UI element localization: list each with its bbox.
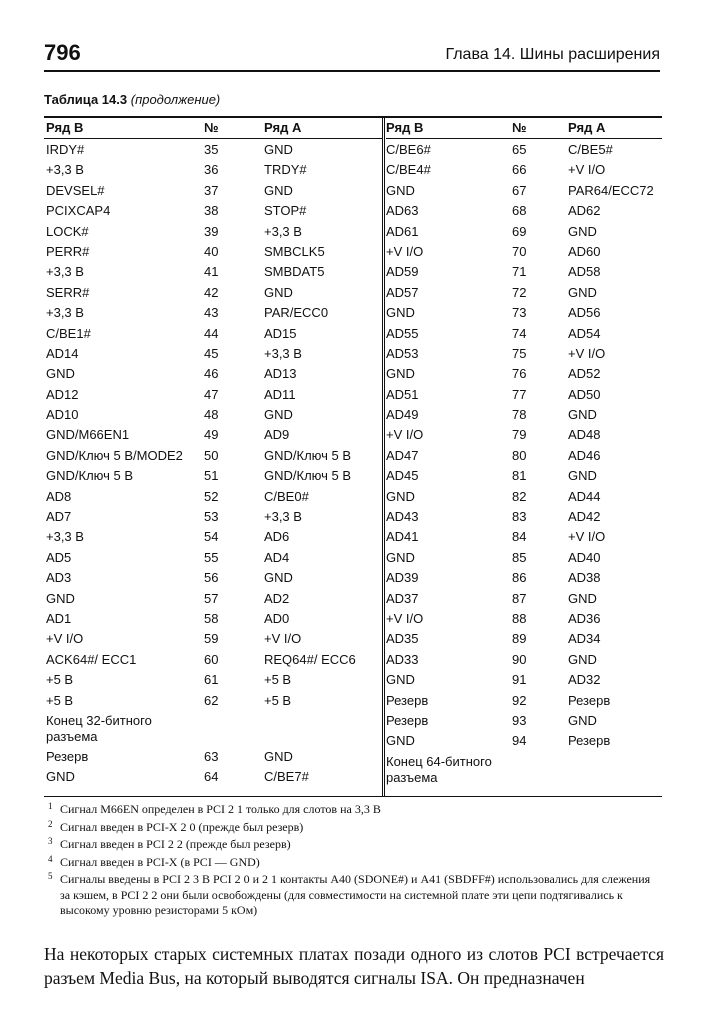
table-cell: GND: [568, 468, 597, 484]
table-row: [386, 609, 662, 629]
table-cell: 57: [204, 590, 219, 606]
table-cell: AD40: [568, 549, 601, 565]
table-cell: GND: [264, 570, 293, 586]
table-cell: C/BE1#: [46, 325, 91, 341]
table-row: [44, 201, 382, 221]
table-cell: Резерв: [568, 692, 611, 708]
footnote: [48, 837, 660, 853]
table-cell: 94: [512, 733, 527, 749]
table-cell: GND/M66EN1: [46, 427, 130, 443]
table-cell: 68: [512, 203, 527, 219]
table-cell: AD32: [568, 672, 601, 688]
table-cell: GND: [386, 488, 415, 504]
table-row: [44, 691, 382, 711]
table-row: [386, 344, 662, 364]
table-row: [386, 711, 662, 731]
footnote-mark: 1: [48, 801, 53, 811]
table-cell: 70: [512, 243, 527, 259]
table-row: [44, 364, 382, 384]
table-cell: +V I/O: [386, 243, 424, 259]
table-cell: IRDY#: [46, 142, 85, 157]
table-cell: GND: [264, 748, 293, 764]
table-row: [44, 140, 382, 160]
table-row: [44, 222, 382, 242]
footnote-mark: 3: [48, 836, 53, 846]
table-cell: 42: [204, 284, 219, 300]
footnote-mark: 4: [48, 853, 53, 864]
table-row: [44, 747, 382, 767]
table-caption-note: (продолжение): [130, 92, 221, 107]
table-cell: AD3: [46, 570, 72, 586]
table-cell: 43: [204, 305, 219, 321]
table-cell: 41: [204, 264, 219, 280]
footnote-mark: 2: [48, 818, 53, 829]
table-cell: AD44: [568, 488, 601, 504]
table-cell: 82: [512, 488, 527, 504]
table-cell: Конец 64-битного разъема: [386, 753, 492, 785]
table-row: [44, 568, 382, 588]
table-row: [386, 364, 662, 384]
footnote-text: Сигнал введен в PCI 2 2 (прежде был резерв): [60, 837, 291, 851]
footnote: [48, 872, 660, 919]
table-cell: GND: [46, 769, 75, 785]
table-left-rows: [44, 140, 382, 788]
table-cell: AD35: [386, 631, 419, 647]
footnote-text: Сигнал введен в PCI-X 2 0 (прежде был резерв): [60, 819, 304, 834]
table-cell: 40: [204, 243, 219, 259]
table-caption-label: Таблица 14.3: [44, 92, 128, 107]
table-row: [44, 487, 382, 507]
table-row: [44, 262, 382, 282]
table-cell: 53: [204, 509, 219, 525]
table-cell: 89: [512, 631, 527, 647]
table-cell: 66: [512, 162, 527, 178]
table-cell: +3,3 В: [46, 162, 84, 178]
table-cell: AD8: [46, 488, 72, 504]
table-row: [386, 140, 662, 160]
table-cell: 46: [204, 366, 219, 382]
table-cell: 38: [204, 203, 219, 219]
footnote-text: Сигнал введен в PCI-X (в PCI — GND): [60, 854, 260, 869]
table-cell: ACK64#/ ECC1: [46, 651, 137, 667]
table-cell: REQ64#/ ECC6: [264, 651, 356, 667]
table-row: [386, 670, 662, 690]
table-cell: 71: [512, 264, 527, 280]
table-cell: GND: [386, 733, 415, 749]
table-cell: AD9: [264, 427, 290, 443]
table-cell: AD46: [568, 447, 601, 463]
table-row: [386, 201, 662, 221]
table-row: [386, 222, 662, 242]
table-row: [44, 181, 382, 201]
table-cell: AD37: [386, 590, 419, 606]
table-cell: AD59: [386, 264, 419, 280]
footnotes: [48, 802, 660, 921]
table-left-half: [44, 118, 382, 796]
footnote-text: Сигналы введены в PCI 2 3 В PCI 2 0 и 2 1 контакты A40 (SDONE#) и A41 (SBDFF#) использовались для слежения за кэшем, в PCI 2 2 они были освобождены (для совместимости на системной плате эти цепи подтягивались к высокому уровню резисторами 5 кОм): [60, 872, 651, 917]
table-cell: DEVSEL#: [46, 182, 105, 198]
table-cell: AD61: [386, 223, 419, 239]
page-number: 796: [44, 40, 81, 65]
table-cell: 64: [204, 769, 219, 785]
table-row: [44, 629, 382, 649]
table-row: [44, 609, 382, 629]
table-cell: 65: [512, 142, 527, 157]
table-cell: 91: [512, 672, 527, 688]
table-cell: 72: [512, 284, 527, 300]
table-row: [386, 731, 662, 751]
table-cell: 69: [512, 223, 527, 239]
table-cell: C/BE4#: [386, 162, 431, 178]
table-cell: 47: [204, 386, 219, 402]
table-cell: AD45: [386, 468, 419, 484]
column-header: Ряд B: [46, 120, 84, 135]
table-cell: 60: [204, 651, 219, 667]
table-cell: GND: [46, 366, 75, 382]
body-paragraph: На некоторых старых системных платах позади одного из слотов PCI встречается разъем Media Bus, на который выводятся сигналы ISA. Он предназначен: [44, 944, 664, 988]
table-cell: GND: [568, 284, 597, 300]
table-row: [386, 385, 662, 405]
table-row: [44, 303, 382, 323]
table-row: [386, 160, 662, 180]
table-cell: Резерв: [386, 692, 429, 708]
table-cell: 59: [204, 631, 219, 647]
table-cell: 73: [512, 305, 527, 321]
table-cell: +5 В: [46, 672, 74, 688]
table-cell: GND: [386, 366, 415, 382]
table-cell: PERR#: [46, 243, 90, 259]
table-row: [386, 262, 662, 282]
table-row: [44, 160, 382, 180]
table-cell: +V I/O: [386, 427, 424, 443]
table-cell: AD50: [568, 386, 601, 402]
table-cell: Резерв: [386, 712, 429, 728]
table-cell: AD42: [568, 509, 601, 525]
table-row: [386, 650, 662, 670]
table-cell: 45: [204, 345, 219, 361]
table-row: [44, 670, 382, 690]
table-cell: 79: [512, 427, 527, 443]
table-cell: AD55: [386, 325, 419, 341]
table-cell: AD36: [568, 610, 601, 626]
table-cell: GND: [568, 407, 597, 423]
table-cell: PAR/ECC0: [264, 305, 329, 321]
table-cell: AD60: [568, 243, 601, 259]
table-cell: +5 В: [264, 672, 292, 688]
table-cell: 86: [512, 570, 527, 586]
table-cell: 61: [204, 672, 219, 688]
table-cell: SMBDAT5: [264, 264, 325, 280]
table-row: [386, 487, 662, 507]
table-right-rows: [386, 140, 662, 788]
table-cell: 93: [512, 712, 527, 728]
table-right-half: [386, 118, 662, 796]
table-cell: AD11: [264, 386, 296, 402]
table-cell: AD39: [386, 570, 419, 586]
column-header: №: [204, 120, 219, 135]
table-row: [44, 589, 382, 609]
table-cell: C/BE5#: [568, 142, 613, 157]
table-cell: +V I/O: [46, 631, 84, 647]
table-row: [386, 283, 662, 303]
table-cell: AD2: [264, 590, 290, 606]
table-cell: AD33: [386, 651, 419, 667]
table-row: [386, 629, 662, 649]
table-cell: AD51: [386, 386, 419, 402]
column-header: Ряд B: [386, 120, 424, 135]
footnote: [48, 855, 660, 871]
table-cell: TRDY#: [264, 162, 307, 178]
table-cell: 81: [512, 468, 527, 484]
table-cell: 44: [204, 325, 219, 341]
table-cell: 55: [204, 549, 219, 565]
table-cell: GND: [568, 651, 597, 667]
table-cell: 50: [204, 447, 219, 463]
table-cell: 92: [512, 692, 527, 708]
table-cell: 39: [204, 223, 219, 239]
table-cell: AD1: [46, 610, 72, 626]
table-cell: GND: [264, 182, 293, 198]
column-header: Ряд A: [264, 120, 302, 135]
table-row: [386, 303, 662, 323]
table-cell: GND: [568, 712, 597, 728]
table-cell: AD6: [264, 529, 290, 545]
table-cell: GND: [264, 407, 293, 423]
table-cell: 48: [204, 407, 219, 423]
table-row: [386, 548, 662, 568]
table-header-row: [44, 118, 382, 139]
table-row: [44, 650, 382, 670]
table-cell: +3,3 В: [46, 264, 84, 280]
footnote-text: Сигнал M66EN определен в PCI 2 1 только для слотов на 3,3 В: [60, 802, 381, 816]
table-cell: +V I/O: [568, 529, 606, 545]
table-cell: 62: [204, 692, 219, 708]
table-cell: 76: [512, 366, 527, 382]
table-row: [386, 324, 662, 344]
table-cell: SMBCLK5: [264, 243, 325, 259]
table-cell: PCIXCAP4: [46, 203, 111, 219]
table-cell: AD52: [568, 366, 601, 382]
table-row: [386, 446, 662, 466]
table-row: [44, 548, 382, 568]
table-cell: +V I/O: [264, 631, 302, 647]
table-caption: [44, 92, 220, 107]
table-row: [44, 283, 382, 303]
table-cell: +5 В: [46, 692, 74, 708]
table-cell: AD53: [386, 345, 419, 361]
table-cell: 51: [204, 468, 219, 484]
table-row: [44, 385, 382, 405]
table-cell: AD56: [568, 305, 601, 321]
table-cell: 52: [204, 488, 219, 504]
table-cell: 58: [204, 610, 219, 626]
table-cell: GND: [264, 284, 293, 300]
table-cell: 37: [204, 182, 219, 198]
table-cell: AD12: [46, 386, 79, 402]
table-cell: AD47: [386, 447, 419, 463]
footnote: [48, 820, 660, 836]
table-row: [386, 466, 662, 486]
table-row: [44, 425, 382, 445]
table-row: [386, 405, 662, 425]
table-cell: +V I/O: [568, 345, 606, 361]
column-header: №: [512, 120, 527, 135]
table-cell: 78: [512, 407, 527, 423]
column-header: Ряд A: [568, 120, 606, 135]
table-row: [44, 466, 382, 486]
table-row: [44, 405, 382, 425]
table-cell: AD14: [46, 345, 79, 361]
table-row: [386, 752, 662, 788]
table-cell: GND/Ключ 5 В: [264, 447, 352, 463]
table-header-row: [386, 118, 662, 139]
table-cell: AD10: [46, 407, 79, 423]
table-cell: AD38: [568, 570, 601, 586]
table-cell: 75: [512, 345, 527, 361]
table-cell: GND/Ключ 5 В: [264, 468, 352, 484]
table-cell: C/BE0#: [264, 488, 309, 504]
table-cell: GND: [386, 672, 415, 688]
table-cell: 85: [512, 549, 527, 565]
table-cell: GND/Ключ 5 В/MODE2: [46, 447, 183, 463]
table-row: [44, 527, 382, 547]
table-cell: Резерв: [46, 748, 89, 764]
table-cell: GND: [264, 142, 293, 157]
table-cell: +V I/O: [386, 610, 424, 626]
table-row: [386, 181, 662, 201]
table-cell: GND: [568, 223, 597, 239]
table-cell: AD7: [46, 509, 72, 525]
table-cell: AD57: [386, 284, 419, 300]
table-row: [44, 324, 382, 344]
table-cell: 87: [512, 590, 527, 606]
table-cell: 90: [512, 651, 527, 667]
table-cell: 36: [204, 162, 219, 178]
table-cell: +3,3 В: [264, 223, 302, 239]
table-cell: LOCK#: [46, 223, 89, 239]
table-row: [386, 527, 662, 547]
table-row: [386, 242, 662, 262]
table-row: [386, 507, 662, 527]
table-cell: AD41: [386, 529, 419, 545]
table-cell: GND: [386, 549, 415, 565]
table-row: [44, 344, 382, 364]
table-row: [386, 691, 662, 711]
pinout-table: [44, 116, 662, 797]
table-cell: 83: [512, 509, 527, 525]
chapter-title: Глава 14. Шины расширения: [445, 46, 660, 63]
table-cell: AD43: [386, 509, 419, 525]
table-cell: AD49: [386, 407, 419, 423]
table-cell: AD13: [264, 366, 297, 382]
table-cell: C/BE7#: [264, 769, 309, 785]
table-row: [44, 507, 382, 527]
table-cell: GND: [386, 182, 415, 198]
table-cell: 77: [512, 386, 527, 402]
table-cell: +3,3 В: [46, 529, 84, 545]
table-divider: [382, 118, 385, 796]
table-cell: GND: [46, 590, 75, 606]
table-cell: AD5: [46, 549, 72, 565]
table-cell: 84: [512, 529, 527, 545]
table-cell: STOP#: [264, 203, 307, 219]
table-cell: 35: [204, 142, 219, 157]
table-cell: AD0: [264, 610, 290, 626]
page-header: [44, 40, 660, 72]
table-row: [386, 568, 662, 588]
table-row: [386, 425, 662, 445]
table-cell: AD34: [568, 631, 601, 647]
footnote-mark: 5: [48, 871, 53, 881]
table-cell: 67: [512, 182, 527, 198]
table-row: [44, 242, 382, 262]
table-cell: +V I/O: [568, 162, 606, 178]
table-cell: 74: [512, 325, 527, 341]
table-row: [44, 711, 382, 747]
table-cell: 80: [512, 447, 527, 463]
table-row: [386, 589, 662, 609]
table-cell: C/BE6#: [386, 142, 431, 157]
table-cell: AD54: [568, 325, 601, 341]
table-cell: AD15: [264, 325, 297, 341]
table-cell: GND/Ключ 5 В: [46, 468, 134, 484]
table-cell: 49: [204, 427, 219, 443]
table-cell: AD48: [568, 427, 601, 443]
table-cell: AD63: [386, 203, 419, 219]
table-cell: GND: [386, 305, 415, 321]
table-cell: AD62: [568, 203, 601, 219]
table-cell: GND: [568, 590, 597, 606]
table-row: [44, 446, 382, 466]
table-cell: Конец 32-битного разъема: [46, 712, 152, 744]
table-cell: +3,3 В: [264, 345, 302, 361]
table-cell: 63: [204, 748, 219, 764]
table-cell: 54: [204, 529, 219, 545]
table-cell: Резерв: [568, 733, 611, 749]
table-cell: 88: [512, 610, 527, 626]
table-cell: 56: [204, 570, 219, 586]
table-row: [44, 767, 382, 787]
table-cell: PAR64/ECC72: [568, 182, 654, 198]
table-cell: +5 В: [264, 692, 292, 708]
table-cell: SERR#: [46, 284, 90, 300]
table-cell: +3,3 В: [46, 305, 84, 321]
footnote: [48, 802, 660, 818]
table-cell: AD4: [264, 549, 290, 565]
table-cell: AD58: [568, 264, 601, 280]
table-cell: +3,3 В: [264, 509, 302, 525]
